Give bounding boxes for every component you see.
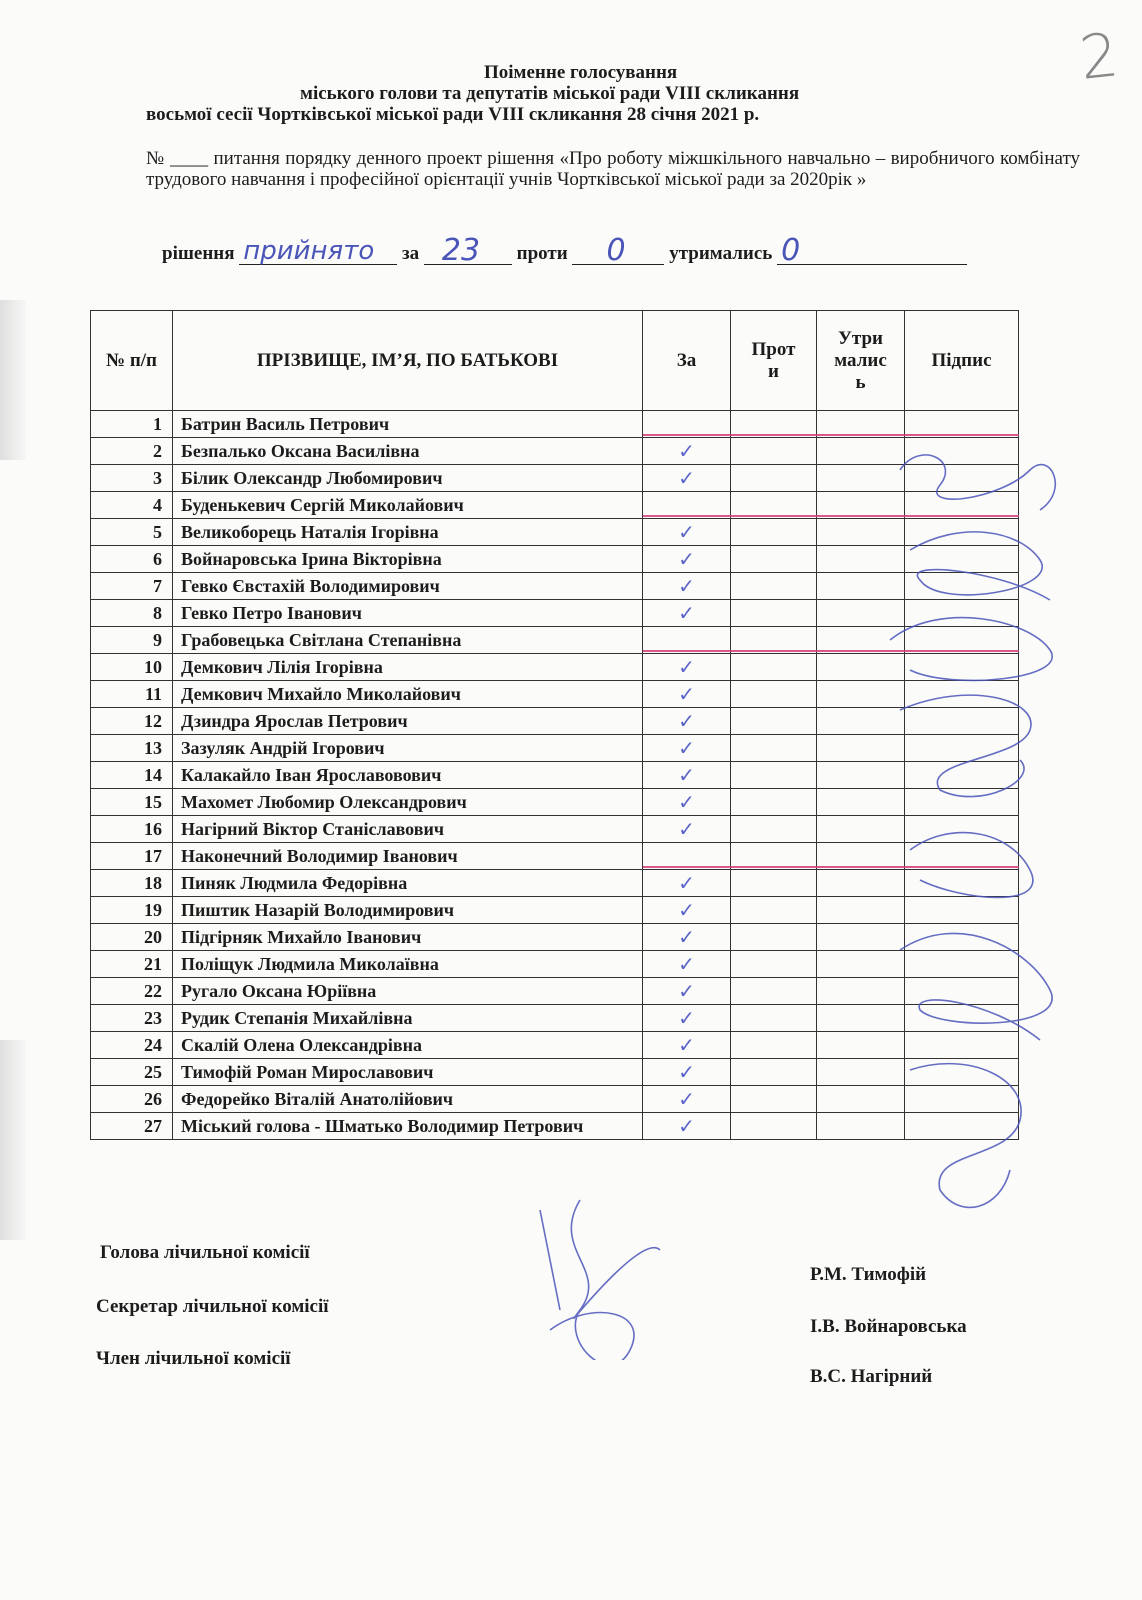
secretary-label: Секретар лічильної комісії [96,1296,329,1317]
check-mark-icon: ✓ [678,1033,695,1057]
row-against [731,600,817,627]
row-number: 19 [91,897,173,924]
row-number: 22 [91,978,173,1005]
for-value: 23 [441,233,481,268]
row-against [731,546,817,573]
row-for [643,519,731,546]
row-for [643,870,731,897]
row-name: Скалій Олена Олександрівна [173,1032,643,1059]
row-number: 18 [91,870,173,897]
row-for [643,789,731,816]
check-mark-icon: ✓ [678,520,695,544]
row-name: Калакайло Іван Ярославовович [173,762,643,789]
absent-strike-line [643,515,1020,517]
member-name: В.С. Нагірний [810,1366,933,1387]
row-name: Ругало Оксана Юріївна [173,978,643,1005]
row-for [643,654,731,681]
scan-shadow [0,300,26,460]
row-name: Буденькевич Сергій Миколайович [173,492,643,519]
chair-name: Р.М. Тимофій [810,1264,927,1285]
row-for [643,951,731,978]
row-number: 14 [91,762,173,789]
row-number: 27 [91,1113,173,1140]
row-for [643,708,731,735]
row-name: Білик Олександр Любомирович [173,465,643,492]
check-mark-icon: ✓ [678,709,695,733]
row-for [643,816,731,843]
row-name: Великоборець Наталія Ігорівна [173,519,643,546]
row-against [731,951,817,978]
row-name: Рудик Степанія Михайлівна [173,1005,643,1032]
check-mark-icon: ✓ [678,898,695,922]
decision-value: прийнято [243,236,375,266]
header-name: ПРІЗВИЩЕ, ІМ’Я, ПО БАТЬКОВІ [173,311,643,411]
row-name: Войнаровська Ірина Вікторівна [173,546,643,573]
check-mark-icon: ✓ [678,655,695,679]
row-against [731,654,817,681]
row-against [731,735,817,762]
row-number: 25 [91,1059,173,1086]
row-number: 23 [91,1005,173,1032]
row-against [731,519,817,546]
row-number: 24 [91,1032,173,1059]
row-against [731,762,817,789]
row-name: Підгірняк Михайло Іванович [173,924,643,951]
row-against [731,978,817,1005]
row-for [643,897,731,924]
row-against [731,897,817,924]
check-mark-icon: ✓ [678,1060,695,1084]
against-label: проти [516,243,568,264]
check-mark-icon: ✓ [678,439,695,463]
row-number: 10 [91,654,173,681]
for-label: за [402,243,420,264]
check-mark-icon: ✓ [678,952,695,976]
row-name: Дзиндра Ярослав Петрович [173,708,643,735]
row-number: 3 [91,465,173,492]
row-number: 15 [91,789,173,816]
check-mark-icon: ✓ [678,682,695,706]
chair-label: Голова лічильної комісії [100,1242,310,1263]
row-number: 7 [91,573,173,600]
row-for [643,681,731,708]
row-against [731,816,817,843]
header-against: Прот и [731,311,817,411]
row-for [643,924,731,951]
row-for [643,735,731,762]
header-for: За [643,311,731,411]
check-mark-icon: ✓ [678,790,695,814]
row-for [643,1005,731,1032]
row-number: 8 [91,600,173,627]
row-against [731,1032,817,1059]
title-line-3: восьмої сесії Чортківської міської ради VIII скликання 28 січня 2021 р. [146,104,760,125]
row-name: Зазуляк Андрій Ігорович [173,735,643,762]
row-name: Батрин Василь Петрович [173,411,643,438]
row-against [731,681,817,708]
title-line-2: міського голови та депутатів міської ради VIII скликання [300,83,800,104]
row-number: 20 [91,924,173,951]
agenda-text: № ____ питання порядку денного проект рішення «Про роботу міжшкільного навчально – виробничого комбінату трудового навчання і професійної орієнтації учнів Чортківської міської ради за 2020рік » [146,148,1080,190]
scan-shadow [0,1040,26,1240]
row-for [643,1032,731,1059]
row-against [731,438,817,465]
row-number: 6 [91,546,173,573]
row-number: 26 [91,1086,173,1113]
check-mark-icon: ✓ [678,763,695,787]
check-mark-icon: ✓ [678,979,695,1003]
row-name: Федорейко Віталій Анатолійович [173,1086,643,1113]
row-name: Демкович Лілія Ігорівна [173,654,643,681]
decision-label: рішення [162,243,235,264]
check-mark-icon: ✓ [678,871,695,895]
against-value: 0 [606,233,626,268]
row-for [643,600,731,627]
row-against [731,1113,817,1140]
row-name: Гевко Євстахій Володимирович [173,573,643,600]
row-number: 16 [91,816,173,843]
row-number: 9 [91,627,173,654]
check-mark-icon: ✓ [678,736,695,760]
title-line-1: Поіменне голосування [484,62,678,83]
check-mark-icon: ✓ [678,817,695,841]
row-against [731,1059,817,1086]
row-name: Поліщук Людмила Миколаївна [173,951,643,978]
row-name: Гевко Петро Іванович [173,600,643,627]
row-against [731,789,817,816]
check-mark-icon: ✓ [678,1114,695,1138]
row-number: 4 [91,492,173,519]
row-for [643,438,731,465]
check-mark-icon: ✓ [678,1006,695,1030]
absent-strike-line [643,650,1020,652]
row-name: Міський голова - Шматько Володимир Петрович [173,1113,643,1140]
check-mark-icon: ✓ [678,547,695,571]
row-number: 17 [91,843,173,870]
signatures-scribble [880,430,1080,1230]
row-name: Грабовецька Світлана Степанівна [173,627,643,654]
check-mark-icon: ✓ [678,925,695,949]
page-number: 2 [1076,20,1122,94]
commission-signature [520,1190,680,1360]
row-against [731,1005,817,1032]
row-number: 11 [91,681,173,708]
header-num: № п/п [91,311,173,411]
row-name: Демкович Михайло Миколайович [173,681,643,708]
row-number: 5 [91,519,173,546]
abstained-label: утримались [669,243,773,264]
row-name: Нагірний Віктор Станіславович [173,816,643,843]
row-against [731,1086,817,1113]
row-for [643,762,731,789]
check-mark-icon: ✓ [678,574,695,598]
row-against [731,924,817,951]
row-for [643,1113,731,1140]
row-against [731,465,817,492]
abstained-value: 0 [781,233,801,268]
row-number: 12 [91,708,173,735]
row-number: 13 [91,735,173,762]
row-for [643,1086,731,1113]
header-abstain: Утри малис ь [817,311,905,411]
member-label: Член лічильної комісії [96,1348,291,1369]
check-mark-icon: ✓ [678,1087,695,1111]
row-against [731,708,817,735]
row-name: Тимофій Роман Мирославович [173,1059,643,1086]
row-number: 2 [91,438,173,465]
row-number: 1 [91,411,173,438]
absent-strike-line [643,866,1020,868]
row-for [643,546,731,573]
row-for [643,465,731,492]
header-signature: Підпис [905,311,1019,411]
row-name: Пиняк Людмила Федорівна [173,870,643,897]
check-mark-icon: ✓ [678,601,695,625]
row-name: Наконечний Володимир Іванович [173,843,643,870]
vote-result-line [162,233,967,268]
secretary-name: І.В. Войнаровська [810,1316,967,1337]
row-name: Пиштик Назарій Володимирович [173,897,643,924]
row-number: 21 [91,951,173,978]
check-mark-icon: ✓ [678,466,695,490]
absent-strike-line [643,434,1020,436]
row-name: Махомет Любомир Олександрович [173,789,643,816]
row-against [731,870,817,897]
row-against [731,573,817,600]
row-for [643,978,731,1005]
row-name: Безпалько Оксана Василівна [173,438,643,465]
row-for [643,1059,731,1086]
row-for [643,573,731,600]
